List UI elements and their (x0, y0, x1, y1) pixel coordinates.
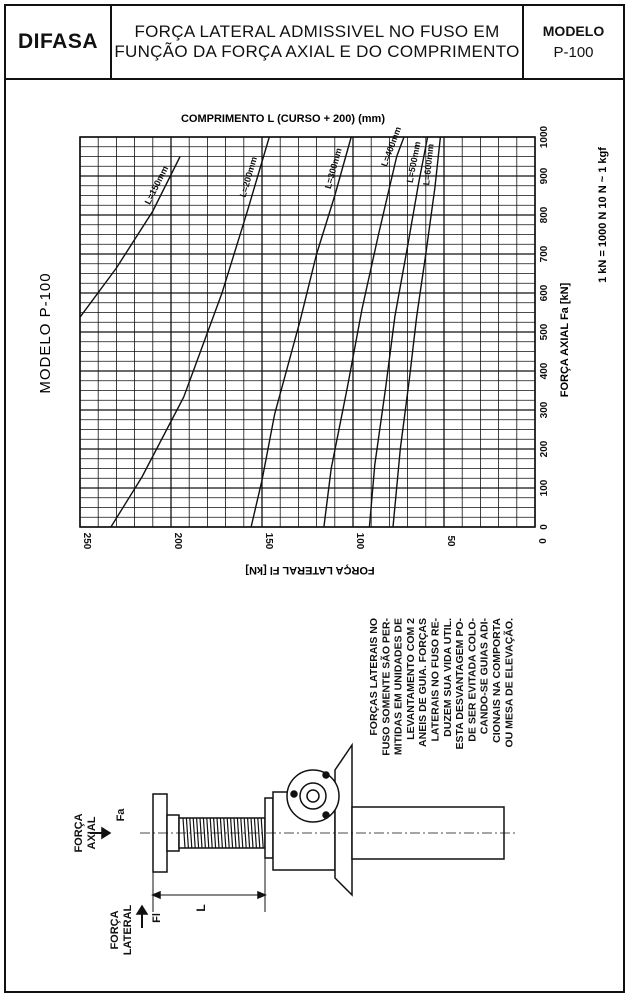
note-line: ANEIS DE GUIA. FORÇAS (417, 618, 430, 747)
x-tick-label: 50 (445, 535, 456, 547)
note-line: ESTA DESVANTAGEM PO- (454, 618, 467, 750)
units-note: 1 kN = 1000 N 10 N ~ 1 kgf (597, 147, 609, 283)
bolt-2 (323, 772, 329, 778)
y-axis-label: FORÇA AXIAL Fa [kN] (559, 282, 571, 398)
y-tick-label: 300 (539, 401, 550, 419)
lateral-symbol: Fl (151, 913, 163, 923)
y-tick-label: 600 (539, 284, 550, 302)
series-label-2: L=200mm (237, 155, 260, 199)
series-label-5: L=500mm (404, 140, 423, 184)
note-line: FORÇAS LATERAIS NO (368, 618, 380, 736)
note-line: MITIDAS EM UNIDADES DE (392, 618, 405, 756)
x-tick-label: 0 (536, 538, 547, 544)
x-tick-label: 250 (81, 532, 92, 550)
axial-label-1: FORÇA (73, 813, 85, 853)
bolt-3 (323, 812, 329, 818)
series-label-1: L=150mm (142, 164, 171, 207)
title-line-2: FUNÇÃO DA FORÇA AXIAL E DO COMPRIMENTO (114, 42, 520, 61)
series-label-3: L=300mm (322, 146, 344, 190)
lateral-label-1: FORÇA (109, 910, 121, 950)
axial-label-2: AXIAL (86, 816, 98, 850)
axial-symbol: Fa (115, 808, 127, 822)
title-line-1: FORÇA LATERAL ADMISSIVEL NO FUSO EM (134, 22, 500, 41)
note-line: DE SER EVITADA COLO- (466, 618, 479, 742)
y-axis-ticks (539, 125, 550, 529)
y-tick-label: 200 (539, 440, 550, 458)
y-tick-label: 0 (539, 524, 550, 530)
x-tick-label: 150 (263, 532, 274, 550)
x-axis-ticks (81, 533, 547, 550)
note-line: CIONAIS NA COMPORTA (491, 618, 503, 743)
axial-arrow-head (102, 828, 110, 838)
screw-jack-drawing (90, 745, 518, 928)
mounting-base (335, 745, 352, 895)
y-tick-label: 800 (539, 206, 550, 224)
y-tick-label: 1000 (539, 125, 550, 149)
side-model-label: MODELO P-100 (37, 272, 54, 394)
model-value: P-100 (553, 44, 594, 61)
y-tick-label: 400 (539, 362, 550, 380)
note-line: LATERAIS NO FUSO RE- (429, 618, 442, 742)
y-tick-label: 700 (539, 245, 550, 263)
note-line: FUSO SOMENTE SÃO PER- (380, 618, 393, 756)
explanatory-note (368, 617, 515, 755)
length-symbol: L (194, 904, 208, 912)
chart-title: COMPRIMENTO L (CURSO + 200) (mm) (180, 113, 386, 125)
dimension-arrow-left (153, 892, 160, 898)
lateral-arrow-head (137, 906, 147, 914)
lateral-label-2: LATERAL (122, 904, 134, 956)
dimension-arrow-right (258, 892, 265, 898)
note-line: LEVANTAMENTO COM 2 (404, 618, 417, 740)
gearbox-flange (265, 798, 273, 858)
note-line: OU MESA DE ELEVAÇÃO. (503, 618, 516, 748)
model-label: MODELO (542, 23, 605, 39)
y-tick-label: 100 (539, 479, 550, 497)
brand-logo: DIFASA (6, 6, 112, 78)
x-axis-label: FORÇA LATERAL Fl [kN] (245, 564, 375, 576)
x-tick-label: 100 (354, 532, 365, 550)
series-label-6: L=600mm (421, 143, 436, 186)
note-line: CANDO-SE GUIAS ADI- (478, 618, 491, 735)
series-label-4: L=400mm (379, 125, 404, 168)
x-tick-label: 200 (172, 532, 183, 550)
y-tick-label: 500 (539, 323, 550, 341)
note-line: DUZEM SUA VIDA UTIL. (441, 618, 454, 737)
y-tick-label: 900 (539, 167, 550, 185)
bolt-1 (291, 791, 297, 797)
